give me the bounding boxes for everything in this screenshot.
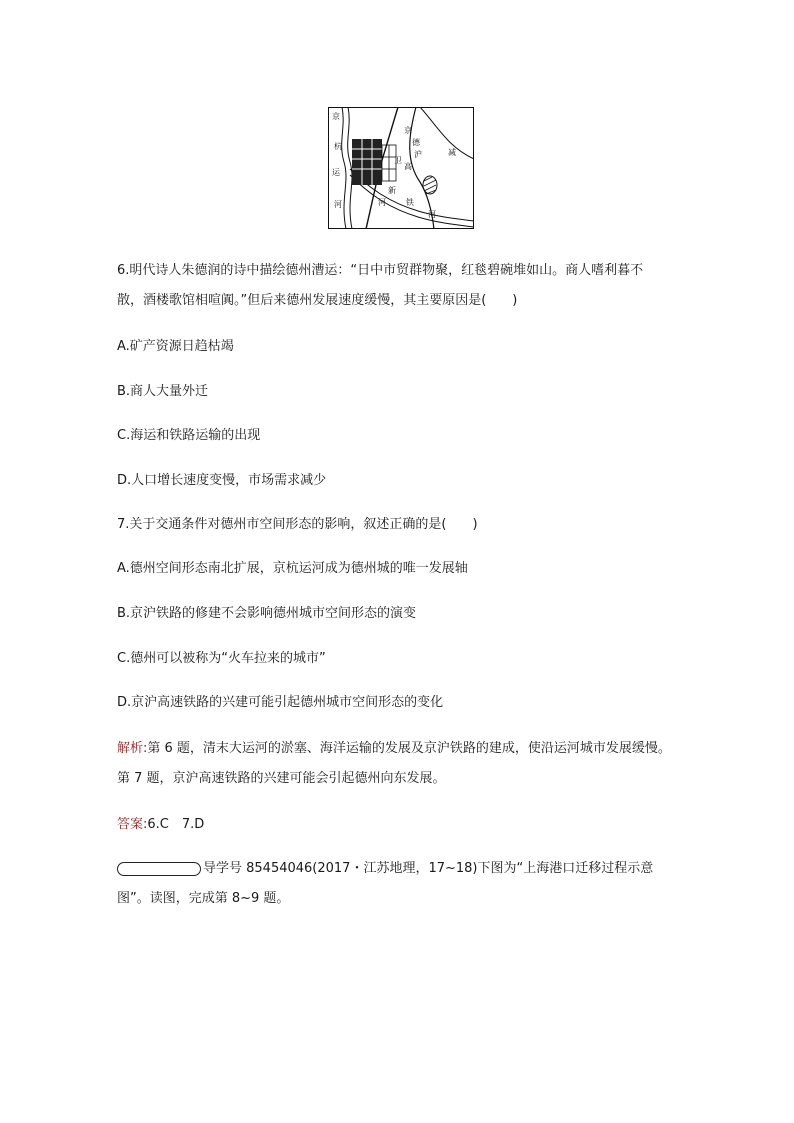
- analysis-label: 解析:: [117, 741, 148, 756]
- next-intro-line2: 图”。读图，完成第 8~9 题。: [117, 891, 290, 906]
- q7-option-b: B.京沪铁路的修建不会影响德州城市空间形态的演变: [117, 606, 417, 621]
- map-label-he: 河: [334, 200, 342, 209]
- map-label-yun: 运: [332, 168, 340, 177]
- q6-stem-line2: 散，酒楼歌馆相喧阗。”但后来德州发展速度缓慢，其主要原因是( ): [117, 293, 518, 308]
- answer-value: 6.C 7.D: [147, 817, 205, 832]
- map-label-jing: 京: [332, 112, 340, 121]
- dezhou-map: [328, 107, 474, 229]
- q6-stem-line1: 6.明代诗人朱德润的诗中描绘德州漕运：“日中市贸群物聚，红毯碧碗堆如山。商人嗜利暮不: [117, 263, 644, 278]
- analysis-line1: [117, 740, 671, 758]
- answer-label: 答案:: [117, 817, 148, 832]
- q7-option-c: C.德州可以被称为“火车拉来的城市”: [117, 651, 326, 666]
- answer-line: [117, 816, 204, 834]
- map-label-jing2: 京: [404, 126, 412, 135]
- map-label-gao: 高: [404, 162, 412, 171]
- q7-option-d: D.京沪高速铁路的兴建可能引起德州城市空间形态的变化: [117, 695, 444, 710]
- analysis-text1: 第 6 题，清末大运河的淤塞、海洋运输的发展及京沪铁路的建成，使沿运河城市发展缓慢。: [147, 741, 671, 756]
- map-label-yu: 德: [412, 138, 420, 147]
- map-label-tie: 铁: [406, 198, 414, 207]
- q6-option-b: B.商人大量外迁: [117, 384, 209, 399]
- dezhou-map-figure: [328, 107, 474, 229]
- map-label-xin: 新: [388, 186, 396, 195]
- next-intro-text1: 导学号 85454046(2017・江苏地理，17~18)下图为“上海港口迁移过程示意: [203, 861, 654, 876]
- guide-tag-box: [117, 862, 201, 876]
- map-label-he2: 河: [378, 198, 386, 207]
- next-intro-line1: [117, 860, 653, 878]
- map-label-hu: 沪: [414, 150, 422, 159]
- q6-option-d: D.人口增长速度变慢，市场需求减少: [117, 473, 327, 488]
- map-label-hang: 杭: [334, 142, 342, 151]
- q7-option-a: A.德州空间形态南北扩展，京杭运河成为德州城的唯一发展轴: [117, 561, 468, 576]
- q6-option-c: C.海运和铁路运输的出现: [117, 428, 261, 443]
- map-label-jian: 减: [448, 148, 456, 157]
- map-label-wei: 卫: [394, 156, 402, 165]
- map-label-he3: 河: [428, 210, 436, 219]
- q7-stem: 7.关于交通条件对德州市空间形态的影响，叙述正确的是( ): [117, 517, 478, 532]
- analysis-line2: 第 7 题，京沪高速铁路的兴建可能会引起德州向东发展。: [117, 771, 446, 786]
- q6-option-a: A.矿产资源日趋枯竭: [117, 339, 234, 354]
